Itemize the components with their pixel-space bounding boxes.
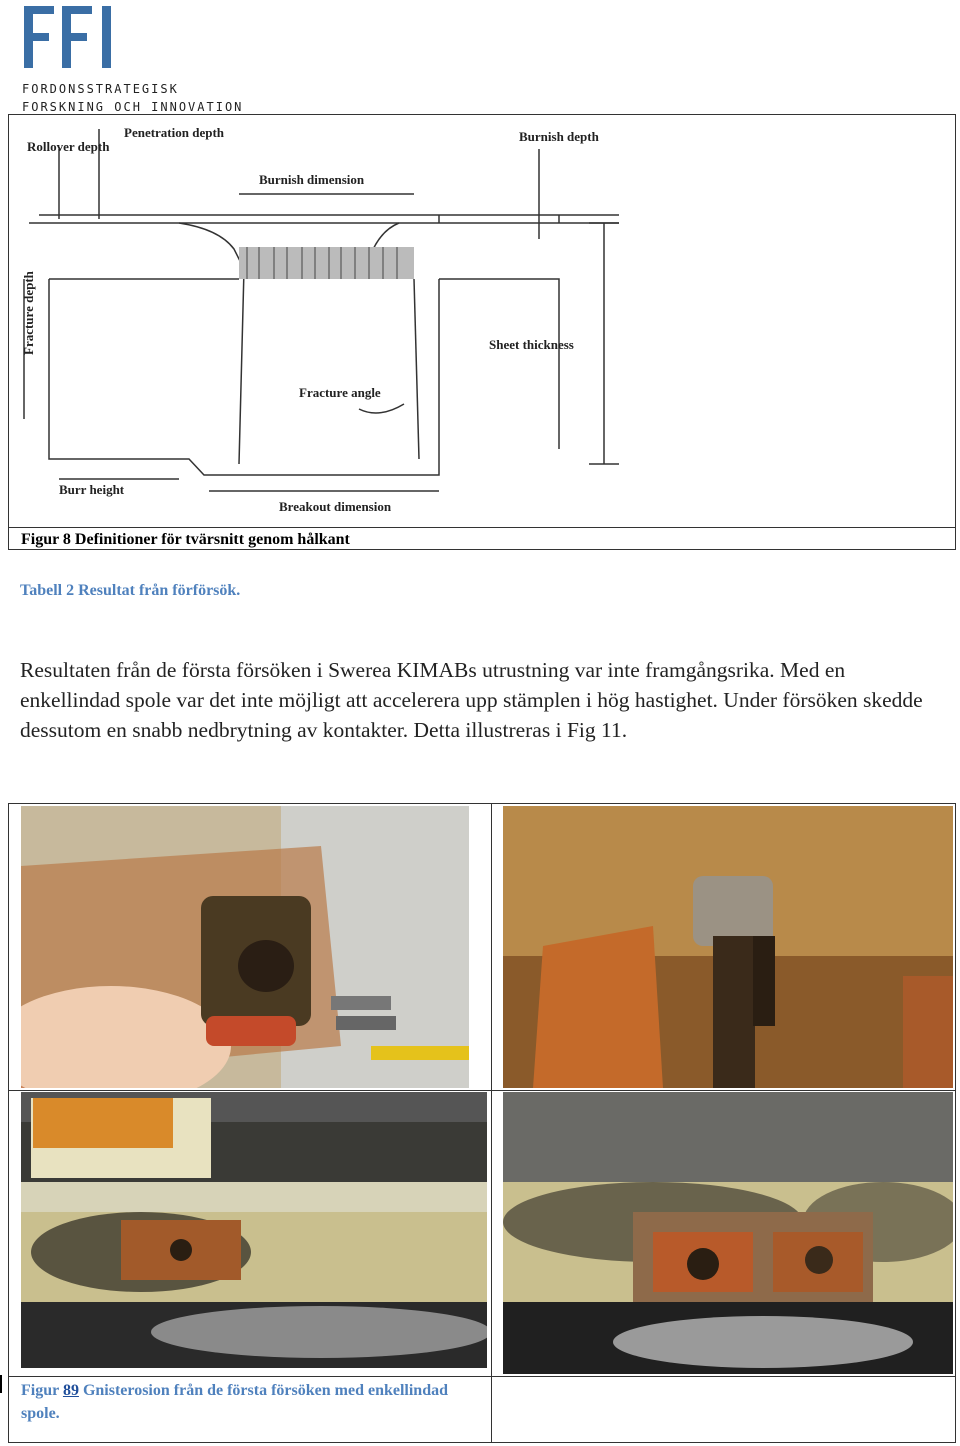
grid-divider-caption (9, 1376, 955, 1377)
label-sheet-thickness: Sheet thickness (489, 337, 574, 352)
figure-9-caption (21, 1379, 461, 1425)
table-2-title: Tabell 2 Resultat från förförsök. (20, 582, 241, 599)
label-burnish-dimension: Burnish dimension (259, 172, 365, 187)
label-fracture-depth: Fracture depth (21, 271, 36, 355)
photo-contact-wear-left (21, 1092, 487, 1368)
figure-8-caption: Figur 8 Definitioner för tvärsnitt genom hålkant (21, 531, 350, 548)
grid-divider-vertical (491, 804, 492, 1442)
figure-9-photo-grid (8, 803, 956, 1443)
label-rollover-depth: Rollover depth (27, 139, 110, 154)
label-burnish-depth: Burnish depth (519, 129, 599, 144)
ffi-logo (22, 4, 262, 116)
photo-burnt-plunger (503, 806, 953, 1088)
figure-9-caption-text: Gnisterosion från de första försöken med enkellindad spole. (21, 1382, 448, 1422)
label-penetration-depth: Penetration depth (124, 125, 225, 140)
logo-text-line1: FORDONSSTRATEGISK (22, 82, 179, 96)
label-breakout-dimension: Breakout dimension (279, 499, 392, 514)
logo-text-line2: FORSKNING OCH INNOVATION (22, 100, 244, 114)
label-burr-height: Burr height (59, 482, 125, 497)
photo-coil-in-hand (21, 806, 469, 1088)
photo-contact-wear-right (503, 1092, 953, 1374)
body-paragraph: Resultaten från de första försöken i Swerea KIMABs utrustning var inte framgångsrika. Med en enkellindad spole var det inte möjligt att accelerera upp stämplen i hög hastighet. Under försöken skedde dessutom en snabb nedbrytning av kontakter. Detta illustreras i Fig 11. (20, 658, 923, 742)
cross-section-diagram (19, 119, 635, 527)
margin-change-bar (0, 1375, 2, 1393)
ffi-logo-mark (22, 4, 122, 74)
figure-9-number: 89 (62, 1382, 79, 1399)
figure-9-caption-prefix: Figur (21, 1382, 63, 1399)
figure-8-frame (8, 114, 956, 550)
label-fracture-angle: Fracture angle (299, 385, 381, 400)
grid-divider-horizontal (9, 1090, 955, 1091)
figure-8-caption-row (9, 527, 955, 549)
